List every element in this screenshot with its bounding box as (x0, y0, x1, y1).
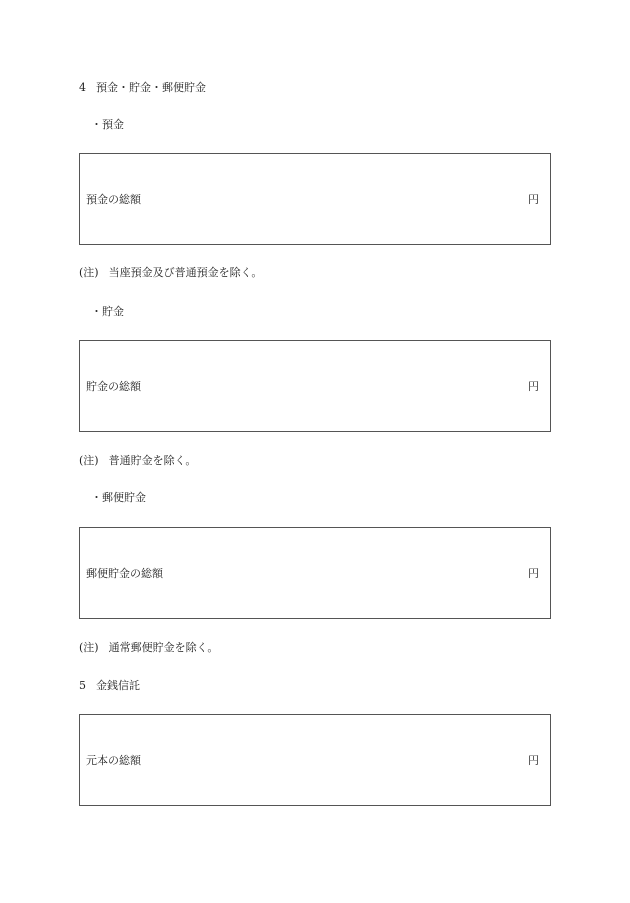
section-5-number: 5 (79, 679, 86, 692)
postal-savings-total-unit: 円 (528, 567, 539, 580)
postal-savings-total-label: 郵便貯金の総額 (86, 567, 163, 580)
section-4-title: 預金・貯金・郵便貯金 (96, 81, 206, 94)
deposit-heading: ・預金 (91, 118, 124, 131)
savings-note (79, 454, 196, 468)
savings-note-text: 普通貯金を除く。 (108, 454, 197, 467)
deposit-total-unit: 円 (528, 193, 539, 206)
postal-savings-note (79, 641, 218, 655)
section-4-number: 4 (79, 81, 86, 94)
deposit-note (79, 266, 262, 280)
postal-savings-heading: ・郵便貯金 (91, 491, 146, 504)
principal-total-label: 元本の総額 (86, 754, 141, 767)
deposit-total-field[interactable] (79, 153, 551, 245)
deposit-note-prefix: (注) (79, 266, 99, 279)
deposit-total-label: 預金の総額 (86, 193, 141, 206)
principal-total-field[interactable] (79, 714, 551, 806)
section-5-title: 金銭信託 (96, 679, 140, 692)
postal-savings-note-prefix: (注) (79, 641, 99, 654)
section-5-heading (79, 679, 140, 693)
section-4-heading (79, 81, 206, 95)
savings-total-field[interactable] (79, 340, 551, 432)
savings-total-unit: 円 (528, 380, 539, 393)
savings-heading: ・貯金 (91, 305, 124, 318)
principal-total-unit: 円 (528, 754, 539, 767)
savings-total-label: 貯金の総額 (86, 380, 141, 393)
postal-savings-total-field[interactable] (79, 527, 551, 619)
savings-note-prefix: (注) (79, 454, 99, 467)
postal-savings-note-text: 通常郵便貯金を除く。 (108, 641, 219, 654)
deposit-note-text: 当座預金及び普通預金を除く。 (108, 266, 263, 279)
